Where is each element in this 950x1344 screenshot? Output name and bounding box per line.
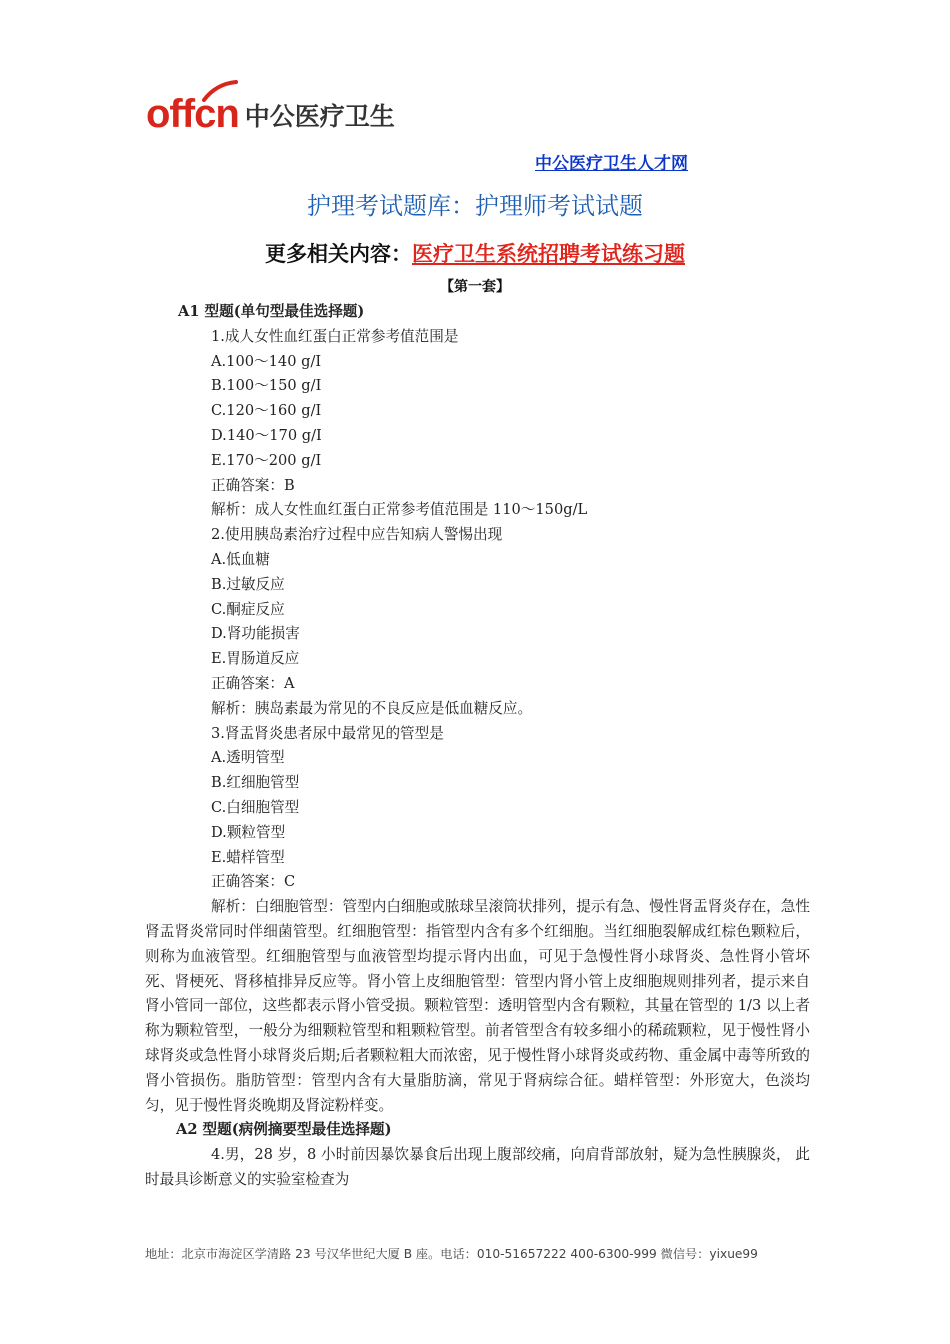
question-content — [145, 300, 810, 1193]
page-title: 护理考试题库：护理师考试试题 — [307, 192, 643, 220]
q2-analysis: 解析：胰岛素最为常见的不良反应是低血糖反应。 — [211, 699, 533, 717]
offcn-logo — [146, 86, 395, 134]
q2-option-c: C.酮症反应 — [211, 600, 285, 618]
logo-swoosh-icon — [202, 80, 238, 102]
q3-answer: 正确答案：C — [211, 873, 296, 891]
q2-option-d: D.肾功能损害 — [211, 625, 300, 643]
q1-analysis: 解析：成人女性血红蛋白正常参考值范围是 110～150g/L — [211, 501, 588, 519]
page-footer: 地址：北京市海淀区学清路 23 号汉华世纪大厦 B 座。电话：010-51657222 400-6300-999 微信号：yixue99 — [145, 1247, 758, 1261]
question-3: 3.肾盂肾炎患者尿中最常见的管型是 — [211, 724, 444, 742]
q3-analysis: 解析：白细胞管型：管型内白细胞或脓球呈滚筒状排列，提示有急、慢性肾盂肾炎存在，急性肾盂肾炎常同时伴细菌管型。红细胞管型：指管型内含有多个红细胞。当红细胞裂解成红棕色颗粒后，则称为血液管型。红细胞管型与血液管型均提示肾内出血，可见于急慢性肾小球肾炎、急性肾小管坏死、肾梗死、肾移植排异反应等。肾小管上皮细胞管型：管型内肾小管上皮细胞规则排列者，提示来自肾小管同一部位，这些都表示肾小管受损。颗粒管型：透明管型内含有颗粒，其量在管型的 1/3 以上者称为颗粒管型，一般分为细颗粒管型和粗颗粒管型。前者管型含有较多细小的稀疏颗粒，见于慢性肾小球肾炎或急性肾小球肾炎后期;后者颗粒粗大而浓密，见于慢性肾小球肾炎或药物、重金属中毒等所致的肾小管损伤。脂肪管型：管型内含有大量脂肪滴，常见于肾病综合征。蜡样管型：外形宽大，色淡均匀，见于慢性肾炎晚期及肾淀粉样变。 — [145, 898, 810, 1114]
section-heading-a2: A2 型题(病例摘要型最佳选择题) — [176, 1121, 392, 1139]
question-2: 2.使用胰岛素治疗过程中应告知病人警惕出现 — [211, 526, 503, 544]
q1-option-a: A.100～140 g/I — [211, 352, 322, 370]
related-link[interactable]: 医疗卫生系统招聘考试练习题 — [412, 242, 685, 266]
q2-answer: 正确答案：A — [211, 674, 295, 692]
question-4: 4.男，28 岁，8 小时前因暴饮暴食后出现上腹部绞痛，向肩背部放射，疑为急性胰腺炎， 此时最具诊断意义的实验室检查为 — [145, 1146, 810, 1188]
q1-option-c: C.120～160 g/I — [211, 402, 322, 420]
q3-option-c: C.白细胞管型 — [211, 798, 300, 816]
q1-option-d: D.140～170 g/I — [211, 426, 322, 444]
question-1: 1.成人女性血红蛋白正常参考值范围是 — [211, 327, 459, 345]
q1-answer: 正确答案：B — [211, 476, 295, 494]
q1-option-e: E.170～200 g/I — [211, 451, 322, 469]
q3-option-b: B.红细胞管型 — [211, 774, 300, 792]
q2-option-b: B.过敏反应 — [211, 575, 285, 593]
related-content — [0, 238, 950, 268]
logo-text: 中公医疗卫生 — [244, 102, 395, 131]
q3-option-a: A.透明管型 — [211, 749, 285, 767]
logo-mark: offcn — [146, 94, 239, 134]
q3-option-e: E.蜡样管型 — [211, 848, 285, 866]
q3-option-d: D.颗粒管型 — [211, 823, 286, 841]
site-link[interactable]: 中公医疗卫生人才网 — [535, 154, 688, 174]
q2-option-e: E.胃肠道反应 — [211, 650, 300, 668]
section-heading-a1: A1 型题(单句型最佳选择题) — [178, 303, 365, 320]
set-label: 【第一套】 — [440, 279, 510, 295]
related-label: 更多相关内容： — [265, 242, 412, 266]
q1-option-b: B.100～150 g/I — [211, 377, 322, 395]
q2-option-a: A.低血糖 — [211, 550, 270, 568]
